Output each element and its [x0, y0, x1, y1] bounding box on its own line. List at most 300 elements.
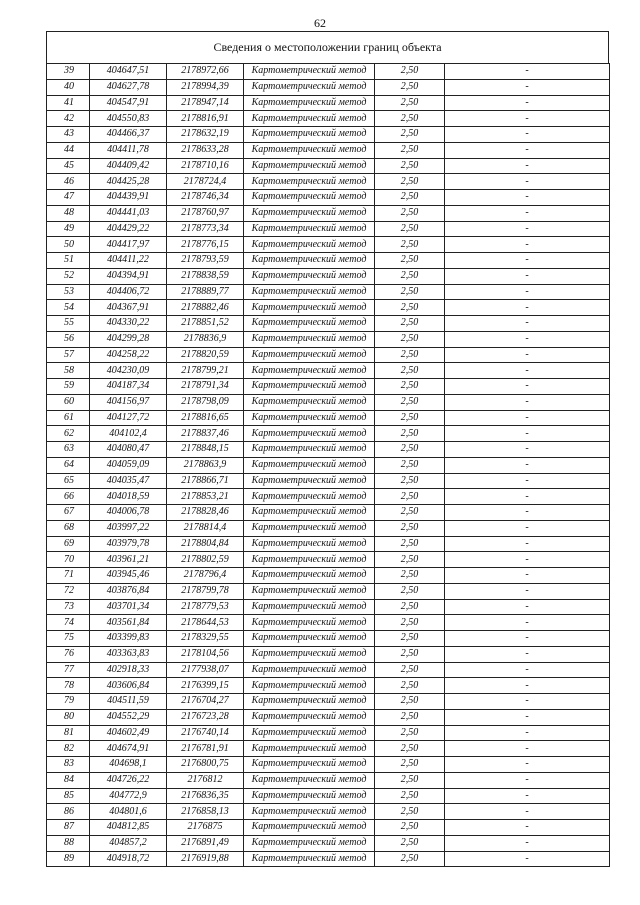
description-cell: -	[445, 64, 610, 80]
point-number-cell: 84	[47, 772, 90, 788]
table-row	[47, 662, 610, 678]
description-cell: -	[445, 505, 610, 521]
point-number-cell: 88	[47, 835, 90, 851]
method-cell: Картометрический метод	[244, 725, 375, 741]
table-row	[47, 316, 610, 332]
accuracy-cell: 2,50	[375, 284, 445, 300]
x-coordinate-cell: 403945,46	[90, 568, 167, 584]
y-coordinate-cell: 2178791,34	[167, 379, 244, 395]
table-row	[47, 111, 610, 127]
accuracy-cell: 2,50	[375, 174, 445, 190]
y-coordinate-cell: 2178779,53	[167, 599, 244, 615]
y-coordinate-cell: 2176740,14	[167, 725, 244, 741]
method-cell: Картометрический метод	[244, 253, 375, 269]
method-cell: Картометрический метод	[244, 631, 375, 647]
method-cell: Картометрический метод	[244, 363, 375, 379]
table-row	[47, 410, 610, 426]
description-cell: -	[445, 788, 610, 804]
x-coordinate-cell: 403979,78	[90, 536, 167, 552]
point-number-cell: 56	[47, 331, 90, 347]
y-coordinate-cell: 2178828,46	[167, 505, 244, 521]
method-cell: Картометрический метод	[244, 394, 375, 410]
point-number-cell: 43	[47, 127, 90, 143]
table-row	[47, 190, 610, 206]
description-cell: -	[445, 804, 610, 820]
y-coordinate-cell: 2178776,15	[167, 237, 244, 253]
point-number-cell: 81	[47, 725, 90, 741]
description-cell: -	[445, 457, 610, 473]
point-number-cell: 89	[47, 851, 90, 867]
point-number-cell: 76	[47, 646, 90, 662]
method-cell: Картометрический метод	[244, 442, 375, 458]
description-cell: -	[445, 631, 610, 647]
x-coordinate-cell: 404080,47	[90, 442, 167, 458]
accuracy-cell: 2,50	[375, 95, 445, 111]
table-row	[47, 520, 610, 536]
x-coordinate-cell: 404647,51	[90, 64, 167, 80]
y-coordinate-cell: 2178820,59	[167, 347, 244, 363]
point-number-cell: 82	[47, 741, 90, 757]
x-coordinate-cell: 404187,34	[90, 379, 167, 395]
method-cell: Картометрический метод	[244, 331, 375, 347]
y-coordinate-cell: 2178851,52	[167, 316, 244, 332]
description-cell: -	[445, 127, 610, 143]
method-cell: Картометрический метод	[244, 520, 375, 536]
method-cell: Картометрический метод	[244, 583, 375, 599]
accuracy-cell: 2,50	[375, 520, 445, 536]
x-coordinate-cell: 404441,03	[90, 205, 167, 221]
y-coordinate-cell: 2176891,49	[167, 835, 244, 851]
table-row	[47, 709, 610, 725]
method-cell: Картометрический метод	[244, 284, 375, 300]
y-coordinate-cell: 2178994,39	[167, 79, 244, 95]
accuracy-cell: 2,50	[375, 678, 445, 694]
table-row	[47, 631, 610, 647]
point-number-cell: 73	[47, 599, 90, 615]
y-coordinate-cell: 2178866,71	[167, 473, 244, 489]
method-cell: Картометрический метод	[244, 772, 375, 788]
method-cell: Картометрический метод	[244, 741, 375, 757]
method-cell: Картометрический метод	[244, 221, 375, 237]
x-coordinate-cell: 404552,29	[90, 709, 167, 725]
description-cell: -	[445, 158, 610, 174]
point-number-cell: 57	[47, 347, 90, 363]
point-number-cell: 44	[47, 142, 90, 158]
y-coordinate-cell: 2178838,59	[167, 268, 244, 284]
method-cell: Картометрический метод	[244, 646, 375, 662]
point-number-cell: 61	[47, 410, 90, 426]
point-number-cell: 66	[47, 489, 90, 505]
accuracy-cell: 2,50	[375, 757, 445, 773]
table-row	[47, 347, 610, 363]
description-cell: -	[445, 221, 610, 237]
accuracy-cell: 2,50	[375, 142, 445, 158]
point-number-cell: 65	[47, 473, 90, 489]
table-row	[47, 678, 610, 694]
table-row	[47, 127, 610, 143]
description-cell: -	[445, 489, 610, 505]
accuracy-cell: 2,50	[375, 331, 445, 347]
x-coordinate-cell: 404330,22	[90, 316, 167, 332]
method-cell: Картометрический метод	[244, 300, 375, 316]
table-row	[47, 457, 610, 473]
table-row	[47, 757, 610, 773]
point-number-cell: 55	[47, 316, 90, 332]
x-coordinate-cell: 404411,22	[90, 253, 167, 269]
table-row	[47, 331, 610, 347]
point-number-cell: 67	[47, 505, 90, 521]
point-number-cell: 83	[47, 757, 90, 773]
y-coordinate-cell: 2178329,55	[167, 631, 244, 647]
y-coordinate-cell: 2176704,27	[167, 694, 244, 710]
description-cell: -	[445, 237, 610, 253]
method-cell: Картометрический метод	[244, 79, 375, 95]
description-cell: -	[445, 363, 610, 379]
point-number-cell: 75	[47, 631, 90, 647]
method-cell: Картометрический метод	[244, 268, 375, 284]
x-coordinate-cell: 404801,6	[90, 804, 167, 820]
method-cell: Картометрический метод	[244, 205, 375, 221]
x-coordinate-cell: 402918,33	[90, 662, 167, 678]
x-coordinate-cell: 404772,9	[90, 788, 167, 804]
table-row	[47, 221, 610, 237]
y-coordinate-cell: 2178802,59	[167, 552, 244, 568]
point-number-cell: 63	[47, 442, 90, 458]
table-row	[47, 820, 610, 836]
x-coordinate-cell: 404627,78	[90, 79, 167, 95]
accuracy-cell: 2,50	[375, 725, 445, 741]
accuracy-cell: 2,50	[375, 662, 445, 678]
y-coordinate-cell: 2178889,77	[167, 284, 244, 300]
accuracy-cell: 2,50	[375, 316, 445, 332]
x-coordinate-cell: 404299,28	[90, 331, 167, 347]
x-coordinate-cell: 404406,72	[90, 284, 167, 300]
table-row	[47, 583, 610, 599]
y-coordinate-cell: 2178814,4	[167, 520, 244, 536]
accuracy-cell: 2,50	[375, 772, 445, 788]
table-row	[47, 64, 610, 80]
description-cell: -	[445, 394, 610, 410]
method-cell: Картометрический метод	[244, 190, 375, 206]
method-cell: Картометрический метод	[244, 316, 375, 332]
x-coordinate-cell: 404812,85	[90, 820, 167, 836]
x-coordinate-cell: 403606,84	[90, 678, 167, 694]
x-coordinate-cell: 404417,97	[90, 237, 167, 253]
method-cell: Картометрический метод	[244, 820, 375, 836]
point-number-cell: 53	[47, 284, 90, 300]
table-row	[47, 158, 610, 174]
method-cell: Картометрический метод	[244, 237, 375, 253]
point-number-cell: 39	[47, 64, 90, 80]
x-coordinate-cell: 403561,84	[90, 615, 167, 631]
table-row	[47, 363, 610, 379]
method-cell: Картометрический метод	[244, 757, 375, 773]
table-title: Сведения о местоположении границ объекта	[46, 31, 609, 63]
y-coordinate-cell: 2177938,07	[167, 662, 244, 678]
method-cell: Картометрический метод	[244, 788, 375, 804]
y-coordinate-cell: 2178760,97	[167, 205, 244, 221]
description-cell: -	[445, 174, 610, 190]
accuracy-cell: 2,50	[375, 788, 445, 804]
y-coordinate-cell: 2176800,75	[167, 757, 244, 773]
x-coordinate-cell: 404425,28	[90, 174, 167, 190]
description-cell: -	[445, 741, 610, 757]
x-coordinate-cell: 403701,34	[90, 599, 167, 615]
method-cell: Картометрический метод	[244, 473, 375, 489]
x-coordinate-cell: 404059,09	[90, 457, 167, 473]
description-cell: -	[445, 568, 610, 584]
table-row	[47, 442, 610, 458]
point-number-cell: 87	[47, 820, 90, 836]
point-number-cell: 48	[47, 205, 90, 221]
point-number-cell: 85	[47, 788, 90, 804]
description-cell: -	[445, 142, 610, 158]
table-row	[47, 741, 610, 757]
description-cell: -	[445, 347, 610, 363]
x-coordinate-cell: 404035,47	[90, 473, 167, 489]
table-row	[47, 851, 610, 867]
point-number-cell: 52	[47, 268, 90, 284]
method-cell: Картометрический метод	[244, 379, 375, 395]
accuracy-cell: 2,50	[375, 552, 445, 568]
y-coordinate-cell: 2178632,19	[167, 127, 244, 143]
y-coordinate-cell: 2178799,78	[167, 583, 244, 599]
description-cell: -	[445, 410, 610, 426]
table-row	[47, 284, 610, 300]
accuracy-cell: 2,50	[375, 709, 445, 725]
y-coordinate-cell: 2176399,15	[167, 678, 244, 694]
description-cell: -	[445, 520, 610, 536]
y-coordinate-cell: 2178710,16	[167, 158, 244, 174]
description-cell: -	[445, 615, 610, 631]
accuracy-cell: 2,50	[375, 127, 445, 143]
x-coordinate-cell: 404602,49	[90, 725, 167, 741]
table-row	[47, 426, 610, 442]
y-coordinate-cell: 2178863,9	[167, 457, 244, 473]
y-coordinate-cell: 2178773,34	[167, 221, 244, 237]
description-cell: -	[445, 111, 610, 127]
x-coordinate-cell: 404394,91	[90, 268, 167, 284]
method-cell: Картометрический метод	[244, 505, 375, 521]
y-coordinate-cell: 2178816,91	[167, 111, 244, 127]
point-number-cell: 72	[47, 583, 90, 599]
description-cell: -	[445, 268, 610, 284]
table-row	[47, 694, 610, 710]
method-cell: Картометрический метод	[244, 709, 375, 725]
table-row	[47, 300, 610, 316]
accuracy-cell: 2,50	[375, 268, 445, 284]
description-cell: -	[445, 757, 610, 773]
table-row	[47, 237, 610, 253]
x-coordinate-cell: 404674,91	[90, 741, 167, 757]
accuracy-cell: 2,50	[375, 835, 445, 851]
accuracy-cell: 2,50	[375, 253, 445, 269]
accuracy-cell: 2,50	[375, 473, 445, 489]
point-number-cell: 64	[47, 457, 90, 473]
table-row	[47, 505, 610, 521]
table-row	[47, 253, 610, 269]
y-coordinate-cell: 2176781,91	[167, 741, 244, 757]
y-coordinate-cell: 2178104,56	[167, 646, 244, 662]
accuracy-cell: 2,50	[375, 394, 445, 410]
accuracy-cell: 2,50	[375, 536, 445, 552]
method-cell: Картометрический метод	[244, 111, 375, 127]
table-row	[47, 142, 610, 158]
method-cell: Картометрический метод	[244, 615, 375, 631]
accuracy-cell: 2,50	[375, 158, 445, 174]
y-coordinate-cell: 2178633,28	[167, 142, 244, 158]
point-number-cell: 41	[47, 95, 90, 111]
description-cell: -	[445, 646, 610, 662]
table-row	[47, 79, 610, 95]
x-coordinate-cell: 403997,22	[90, 520, 167, 536]
x-coordinate-cell: 404429,22	[90, 221, 167, 237]
accuracy-cell: 2,50	[375, 741, 445, 757]
y-coordinate-cell: 2176858,13	[167, 804, 244, 820]
y-coordinate-cell: 2178848,15	[167, 442, 244, 458]
accuracy-cell: 2,50	[375, 631, 445, 647]
point-number-cell: 49	[47, 221, 90, 237]
point-number-cell: 78	[47, 678, 90, 694]
accuracy-cell: 2,50	[375, 442, 445, 458]
table-row	[47, 536, 610, 552]
table-row	[47, 804, 610, 820]
x-coordinate-cell: 404230,09	[90, 363, 167, 379]
x-coordinate-cell: 404411,78	[90, 142, 167, 158]
point-number-cell: 58	[47, 363, 90, 379]
point-number-cell: 59	[47, 379, 90, 395]
description-cell: -	[445, 379, 610, 395]
method-cell: Картометрический метод	[244, 95, 375, 111]
point-number-cell: 86	[47, 804, 90, 820]
table-row	[47, 174, 610, 190]
point-number-cell: 70	[47, 552, 90, 568]
description-cell: -	[445, 772, 610, 788]
table-row	[47, 95, 610, 111]
x-coordinate-cell: 404127,72	[90, 410, 167, 426]
table-row	[47, 599, 610, 615]
description-cell: -	[445, 583, 610, 599]
table-row	[47, 394, 610, 410]
table-row	[47, 473, 610, 489]
accuracy-cell: 2,50	[375, 694, 445, 710]
y-coordinate-cell: 2176875	[167, 820, 244, 836]
method-cell: Картометрический метод	[244, 599, 375, 615]
x-coordinate-cell: 404466,37	[90, 127, 167, 143]
accuracy-cell: 2,50	[375, 505, 445, 521]
x-coordinate-cell: 404102,4	[90, 426, 167, 442]
point-number-cell: 40	[47, 79, 90, 95]
y-coordinate-cell: 2176723,28	[167, 709, 244, 725]
point-number-cell: 62	[47, 426, 90, 442]
y-coordinate-cell: 2178882,46	[167, 300, 244, 316]
point-number-cell: 79	[47, 694, 90, 710]
x-coordinate-cell: 404018,59	[90, 489, 167, 505]
description-cell: -	[445, 331, 610, 347]
accuracy-cell: 2,50	[375, 111, 445, 127]
y-coordinate-cell: 2176812	[167, 772, 244, 788]
y-coordinate-cell: 2178836,9	[167, 331, 244, 347]
accuracy-cell: 2,50	[375, 851, 445, 867]
method-cell: Картометрический метод	[244, 142, 375, 158]
x-coordinate-cell: 404367,91	[90, 300, 167, 316]
description-cell: -	[445, 709, 610, 725]
method-cell: Картометрический метод	[244, 835, 375, 851]
y-coordinate-cell: 2178644,53	[167, 615, 244, 631]
accuracy-cell: 2,50	[375, 64, 445, 80]
description-cell: -	[445, 851, 610, 867]
method-cell: Картометрический метод	[244, 694, 375, 710]
y-coordinate-cell: 2178853,21	[167, 489, 244, 505]
method-cell: Картометрический метод	[244, 568, 375, 584]
method-cell: Картометрический метод	[244, 489, 375, 505]
description-cell: -	[445, 662, 610, 678]
accuracy-cell: 2,50	[375, 300, 445, 316]
method-cell: Картометрический метод	[244, 426, 375, 442]
point-number-cell: 50	[47, 237, 90, 253]
description-cell: -	[445, 190, 610, 206]
accuracy-cell: 2,50	[375, 426, 445, 442]
table-row	[47, 788, 610, 804]
method-cell: Картометрический метод	[244, 347, 375, 363]
y-coordinate-cell: 2178816,65	[167, 410, 244, 426]
y-coordinate-cell: 2176919,88	[167, 851, 244, 867]
accuracy-cell: 2,50	[375, 379, 445, 395]
accuracy-cell: 2,50	[375, 615, 445, 631]
x-coordinate-cell: 404258,22	[90, 347, 167, 363]
point-number-cell: 69	[47, 536, 90, 552]
accuracy-cell: 2,50	[375, 205, 445, 221]
description-cell: -	[445, 79, 610, 95]
table-body	[47, 64, 610, 867]
x-coordinate-cell: 403399,83	[90, 631, 167, 647]
method-cell: Картометрический метод	[244, 662, 375, 678]
description-cell: -	[445, 599, 610, 615]
boundary-points-table	[46, 63, 610, 867]
accuracy-cell: 2,50	[375, 363, 445, 379]
y-coordinate-cell: 2178796,4	[167, 568, 244, 584]
description-cell: -	[445, 426, 610, 442]
table-row	[47, 268, 610, 284]
table-row	[47, 725, 610, 741]
x-coordinate-cell: 403961,21	[90, 552, 167, 568]
point-number-cell: 46	[47, 174, 90, 190]
x-coordinate-cell: 404511,59	[90, 694, 167, 710]
point-number-cell: 77	[47, 662, 90, 678]
description-cell: -	[445, 442, 610, 458]
accuracy-cell: 2,50	[375, 221, 445, 237]
accuracy-cell: 2,50	[375, 190, 445, 206]
method-cell: Картометрический метод	[244, 158, 375, 174]
x-coordinate-cell: 404409,42	[90, 158, 167, 174]
method-cell: Картометрический метод	[244, 174, 375, 190]
description-cell: -	[445, 835, 610, 851]
y-coordinate-cell: 2178804,84	[167, 536, 244, 552]
table-row	[47, 489, 610, 505]
x-coordinate-cell: 404156,97	[90, 394, 167, 410]
description-cell: -	[445, 95, 610, 111]
accuracy-cell: 2,50	[375, 646, 445, 662]
x-coordinate-cell: 404726,22	[90, 772, 167, 788]
method-cell: Картометрический метод	[244, 64, 375, 80]
point-number-cell: 42	[47, 111, 90, 127]
x-coordinate-cell: 404857,2	[90, 835, 167, 851]
x-coordinate-cell: 403876,84	[90, 583, 167, 599]
description-cell: -	[445, 536, 610, 552]
accuracy-cell: 2,50	[375, 583, 445, 599]
method-cell: Картометрический метод	[244, 851, 375, 867]
accuracy-cell: 2,50	[375, 457, 445, 473]
